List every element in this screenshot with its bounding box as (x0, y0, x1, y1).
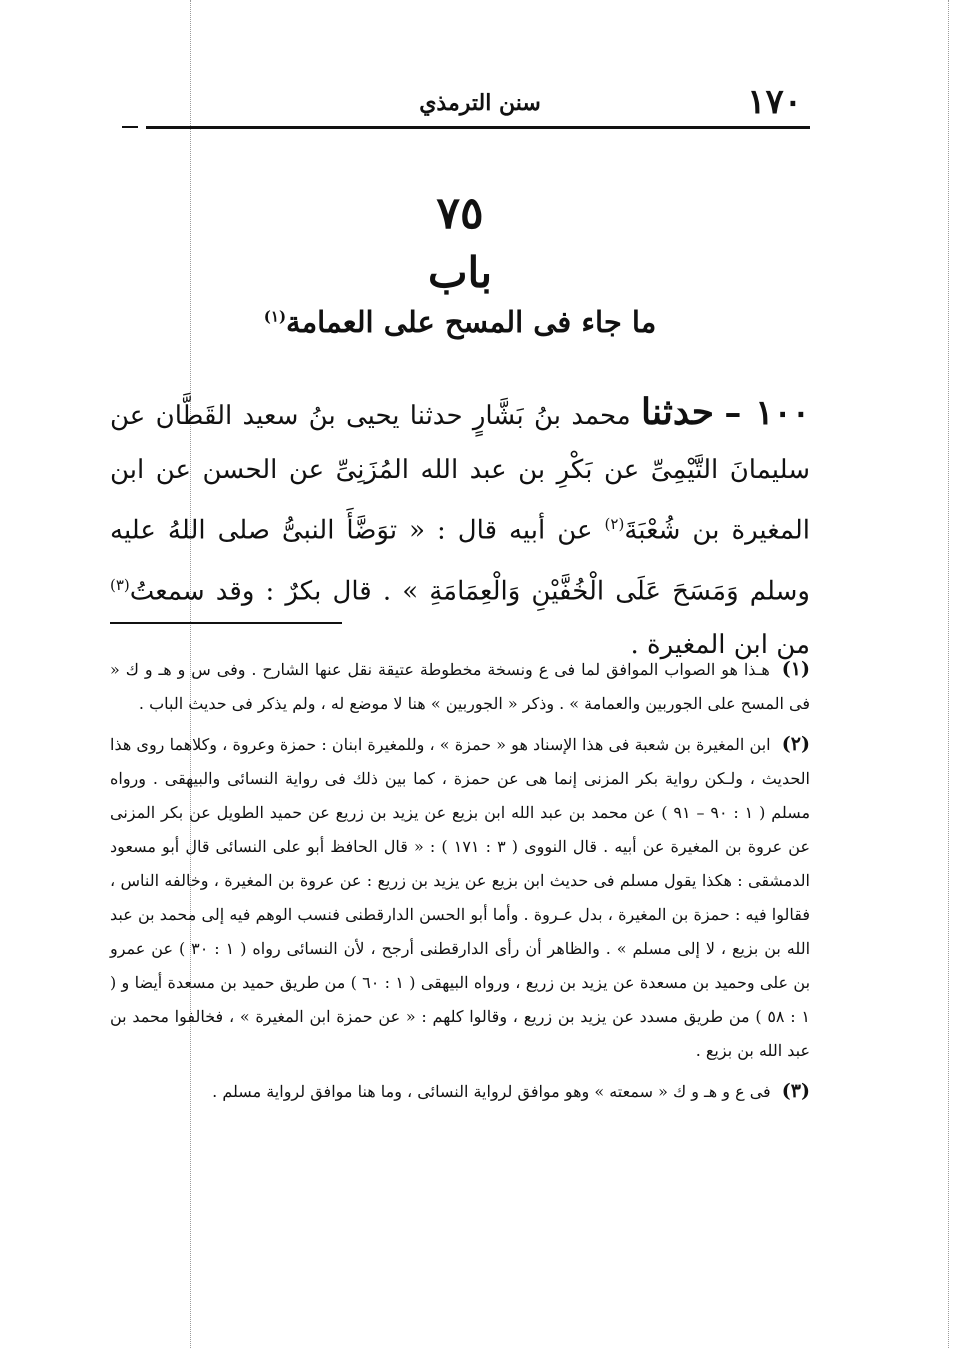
footnote-index: (٣) (781, 1080, 810, 1102)
footnote-mark-3: (٣) (110, 575, 130, 594)
footnote (110, 652, 810, 721)
hadith-text-part-1: محمد بنُ بَشَّارٍ حدثنا يحيى بنُ سعيد القَطَّان عن سليمانَ التَّيْمِىِّ عن بَكْرِ بن عبد الله المُزَنِىِّ عن الحسن عن ابن المغيرة بن شُعْبَةَ (110, 401, 810, 546)
footnote-text: ابن المغيرة بن شعبة فى هذا الإسناد هو « حمزة » ، وللمغيرة ابنان : حمزة وعروة ، وكلاهما روى هذا الحديث ، ولـكن رواية بكر المزنى إنما هى عن حمزة ، كما بين ذلك فى رواية النسائى والبيهقى . ورواه مسلم ( ١ : ٩٠ – ٩١ ) عن محمد بن عبد الله ابن بزيع عن يزيد بن زريع عن حميد الطويل عن بكر المزنى عن عروة بن المغيرة عن أبيه . قال النووى ( ٣ : ١٧١ ) : « قال الحافظ أبو على النسائى قال أبو مسعود الدمشقى : هكذا يقول مسلم فى حديث ابن بزيع عن يزيد بن زريع : عن عروة بن المغيرة ، وخالفه الناس ، فقالوا فيه : حمزة بن المغيرة ، بدل عـروة . وأما أبو الحسن الدارقطنى فنسب الوهم فيه إلى محمد بن عبد الله بن بزيع ، لا إلى مسلم » . والظاهر أن رأى الدارقطنى أرجح ، لأن النسائى رواه ( ١ : ٣٠ ) عن عمرو بن على وحميد بن مسعدة عن يزيد بن زريع ، ورواه البيهقى ( ١ : ٦٠ ) من طريق حميد بن مسعدة أيضا و ( ١ : ٥٨ ) من طريق مسدد عن يزيد بن زريع ، وقالوا كلهم : « عن حمزة ابن المغيرة » ، فخالفوا محمد بن عبد الله بن بزيع . (110, 735, 811, 1060)
scan-artifact-line (948, 0, 949, 1348)
footnote-index: (١) (781, 658, 810, 680)
chapter-number: ٧٥ (436, 188, 484, 239)
book-title: سنن الترمذي (419, 90, 541, 116)
chapter-title (110, 305, 810, 339)
header-rule (146, 126, 810, 129)
running-head (110, 82, 810, 122)
footnote-divider (110, 622, 342, 624)
footnote (110, 727, 810, 1068)
hadith-text (110, 385, 810, 672)
footnote-mark-1: (١) (263, 307, 287, 326)
hadith-number: ١٠٠ – (724, 393, 811, 433)
footnote-text: فى ع و هـ و ك « سمعته » وهو موافق لرواية النسائى ، وما هنا موافق لرواية مسلم . (212, 1082, 771, 1101)
footnotes (110, 652, 810, 1115)
chapter-label: باب (427, 248, 493, 297)
footnote-text: هـذا هو الصواب الموافق لما فى ع ونسخة مخطوطة عتيقة نقل عنها الشارح . وفى س و هـ و ك « فى المسح على الجوربين والعمامة » . وذكر « الجوربين » هنا لا موضع له ، ولم يذكر فى حديث الباب . (110, 660, 810, 713)
footnote (110, 1074, 810, 1109)
footnote-mark-2: (٢) (604, 515, 625, 533)
hadith-text-part-3: من ابن المغيرة . (630, 630, 810, 661)
header-rule-tick (122, 126, 138, 128)
footnote-index: (٢) (781, 733, 810, 755)
book-page (110, 60, 810, 1320)
page-number: ١٧٠ (747, 82, 802, 122)
hadith-text-part-2: عن أبيه قال : « توَضَّأَ النبىُّ صلى اللهُ عليه وسلم وَمَسَحَ عَلَى الْخُفَّيْنِ وَالْعِمَامَةِ » . قال بكرٌ : وقد سمعتُ (110, 515, 810, 607)
chapter-title-text: ما جاء فى المسح على العمامة (286, 305, 657, 339)
hadith-lead-word: حدثنا (641, 391, 715, 433)
